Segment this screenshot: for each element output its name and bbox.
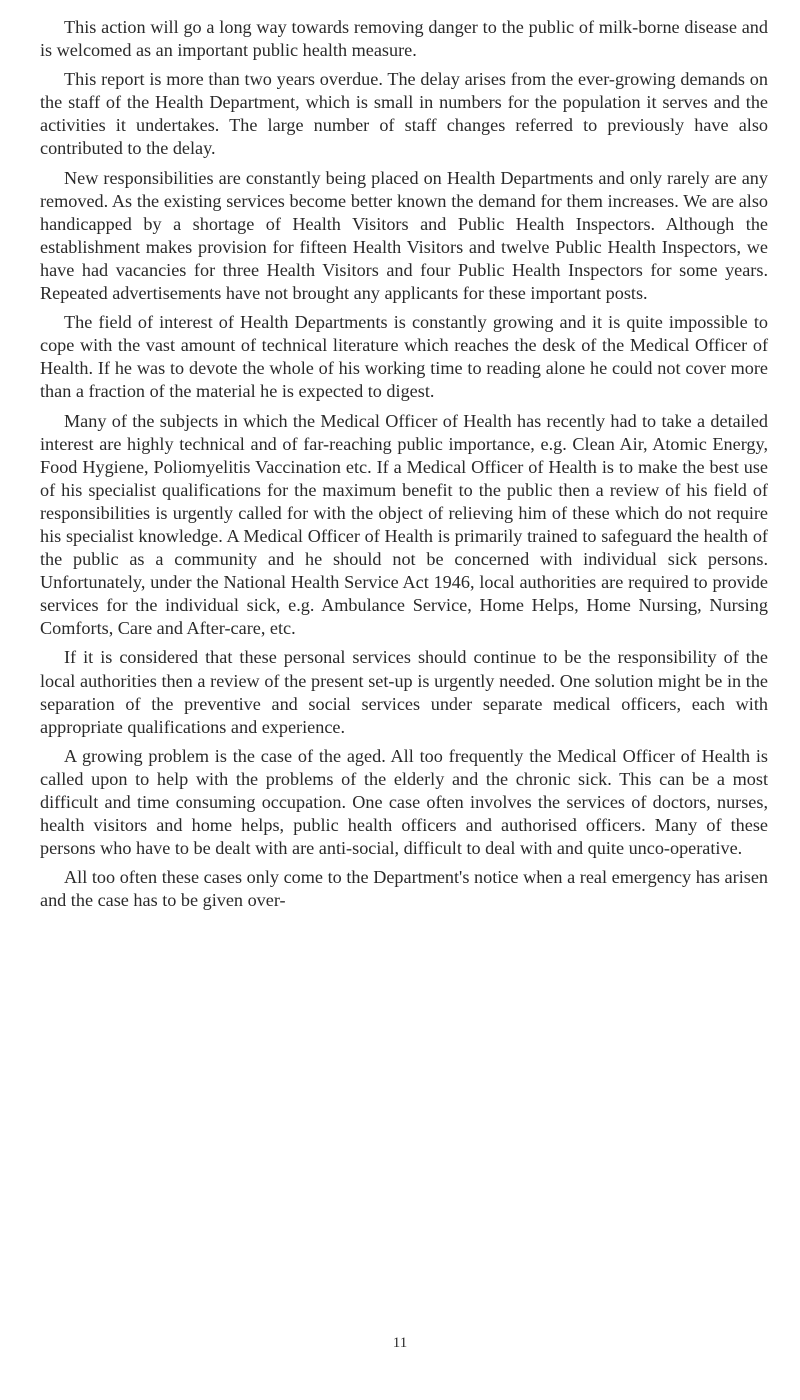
paragraph: The field of interest of Health Departments is constantly growing and it is quite impossible to cope with the vast amount of technical literature which reaches the desk of the Medical Officer of Health. If he was to devote the whole of his working time to reading alone he could not cover more than a fraction of the material he is expected to digest. (40, 312, 768, 402)
paragraph: This report is more than two years overdue. The delay arises from the ever-growing demands on the staff of the Health Department, which is small in numbers for the population it serves and the activities it undertakes. The large number of staff changes referred to previously have also contributed to the delay. (40, 69, 768, 159)
paragraph: New responsibilities are constantly being placed on Health Departments and only rarely are any removed. As the existing services become better known the demand for them increases. We are also handicapped by a shortage of Health Visitors and Public Health Inspectors. Although the establishment makes provision for fifteen Health Visitors and twelve Public Health Inspectors, we have had vacancies for three Health Visitors and four Public Health Inspectors for some years. Repeated advertisements have not brought any applicants for these important posts. (40, 167, 768, 304)
paragraph: Many of the subjects in which the Medical Officer of Health has recently had to take a detailed interest are highly technical and of far-reaching public importance, e.g. Clean Air, Atomic Energy, Food Hygiene, Poliomyelitis Vaccination etc. If a Medical Officer of Health is to make the best use of his specialist qualifications for the maximum benefit to the public then a review of his field of responsibilities is urgently called for with the object of relieving him of these which do not require his specialist knowledge. A Medical Officer of Health is primarily trained to safeguard the health of the public as a community and he should not be concerned with individual sick persons. Unfortunately, under the National Health Service Act 1946, local authorities are required to provide services for the individual sick, e.g. Ambulance Service, Home Helps, Home Nursing, Nursing Comforts, Care and After-care, etc. (40, 410, 768, 639)
paragraph: A growing problem is the case of the aged. All too frequently the Medical Officer of Health is called upon to help with the problems of the elderly and the chronic sick. This can be a most difficult and time consuming occupation. One case often involves the services of doctors, nurses, health visitors and home helps, public health officers and authorised officers. Many of these persons who have to be dealt with are anti-social, difficult to deal with and quite unco-operative. (40, 745, 768, 859)
paragraph: This action will go a long way towards removing danger to the public of milk-borne disease and is welcomed as an important public health measure. (40, 17, 768, 61)
paragraph: All too often these cases only come to the Department's notice when a real emergency has arisen and the case has to be given over- (40, 867, 768, 911)
page-number: 11 (392, 1335, 408, 1351)
paragraph: If it is considered that these personal services should continue to be the responsibility of the local authorities then a review of the present set-up is urgently needed. One solution might be in the separation of the preventive and social services under separate medical officers, each with appropriate qualifications and experience. (40, 647, 768, 737)
document-page (40, 16, 768, 918)
